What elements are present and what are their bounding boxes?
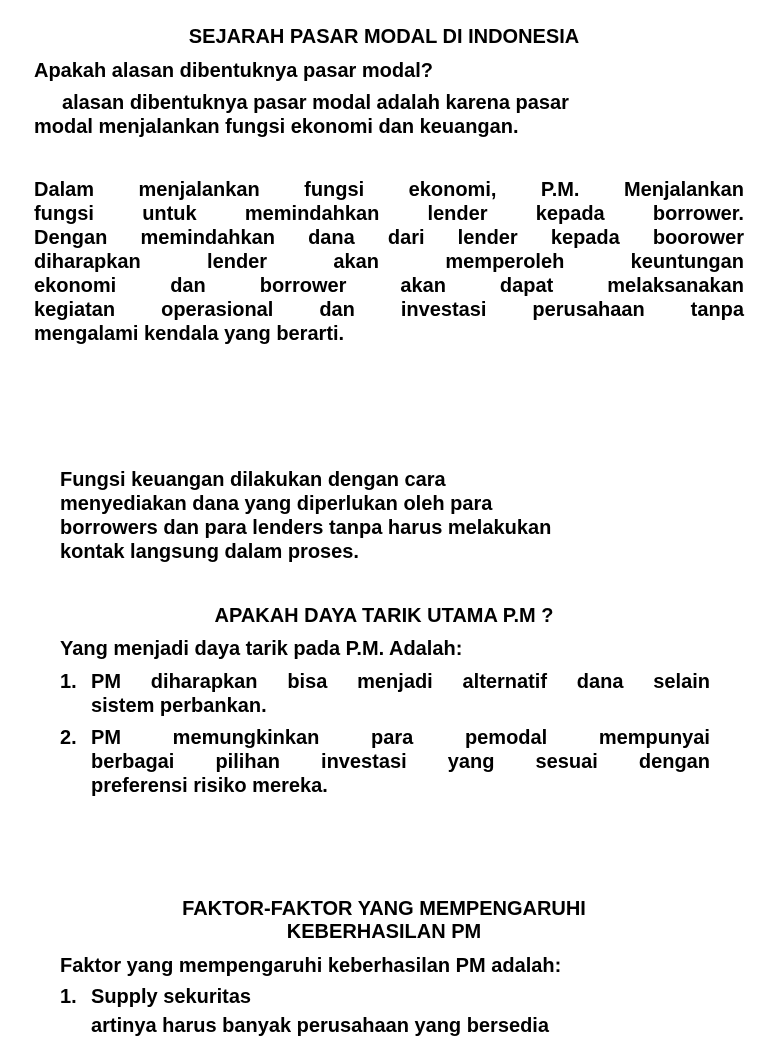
paragraph-line: fungsi untuk memindahkan lender kepada borrower.: [34, 203, 744, 225]
answer-line-2: modal menjalankan fungsi ekonomi dan keuangan.: [34, 116, 519, 138]
section-intro: Faktor yang mempengaruhi keberhasilan PM adalah:: [60, 955, 562, 977]
section-heading: FAKTOR-FAKTOR YANG MEMPENGARUHI: [182, 898, 586, 920]
cutoff-line: artinya harus banyak perusahaan yang bersedia: [91, 1015, 549, 1037]
section-heading-line-2: KEBERHASILAN PM: [286, 921, 482, 943]
paragraph-line: mengalami kendala yang berarti.: [34, 323, 345, 345]
list-number: 2.: [60, 727, 77, 749]
list-item-line: sistem perbankan.: [91, 695, 267, 717]
section-heading: APAKAH DAYA TARIK UTAMA P.M ?: [214, 605, 554, 627]
list-item-line: Supply sekuritas: [91, 986, 252, 1008]
section-intro: Yang menjadi daya tarik pada P.M. Adalah:: [60, 638, 463, 660]
list-number: 1.: [60, 986, 77, 1008]
list-item-line: PM memungkinkan para pemodal mempunyai: [91, 727, 710, 749]
paragraph-line: diharapkan lender akan memperoleh keuntungan: [34, 251, 744, 273]
paragraph-line: ekonomi dan borrower akan dapat melaksanakan: [34, 275, 744, 297]
paragraph-line: borrowers dan para lenders tanpa harus melakukan: [60, 517, 552, 539]
list-item-line: berbagai pilihan investasi yang sesuai dengan: [91, 751, 710, 773]
list-item-line: preferensi risiko mereka.: [91, 775, 328, 797]
answer-line-1: alasan dibentuknya pasar modal adalah karena pasar: [62, 92, 569, 114]
paragraph-line: Dalam menjalankan fungsi ekonomi, P.M. Menjalankan: [34, 179, 744, 201]
list-number: 1.: [60, 671, 77, 693]
paragraph-line: menyediakan dana yang diperlukan oleh para: [60, 493, 493, 515]
list-item-line: PM diharapkan bisa menjadi alternatif dana selain: [91, 671, 710, 693]
paragraph-line: Dengan memindahkan dana dari lender kepada boorower: [34, 227, 744, 249]
page-title: SEJARAH PASAR MODAL DI INDONESIA: [188, 26, 580, 48]
paragraph-line: kontak langsung dalam proses.: [60, 541, 359, 563]
paragraph-line: Fungsi keuangan dilakukan dengan cara: [60, 469, 446, 491]
paragraph-line: kegiatan operasional dan investasi perusahaan tanpa: [34, 299, 744, 321]
question-text: Apakah alasan dibentuknya pasar modal?: [34, 60, 434, 82]
